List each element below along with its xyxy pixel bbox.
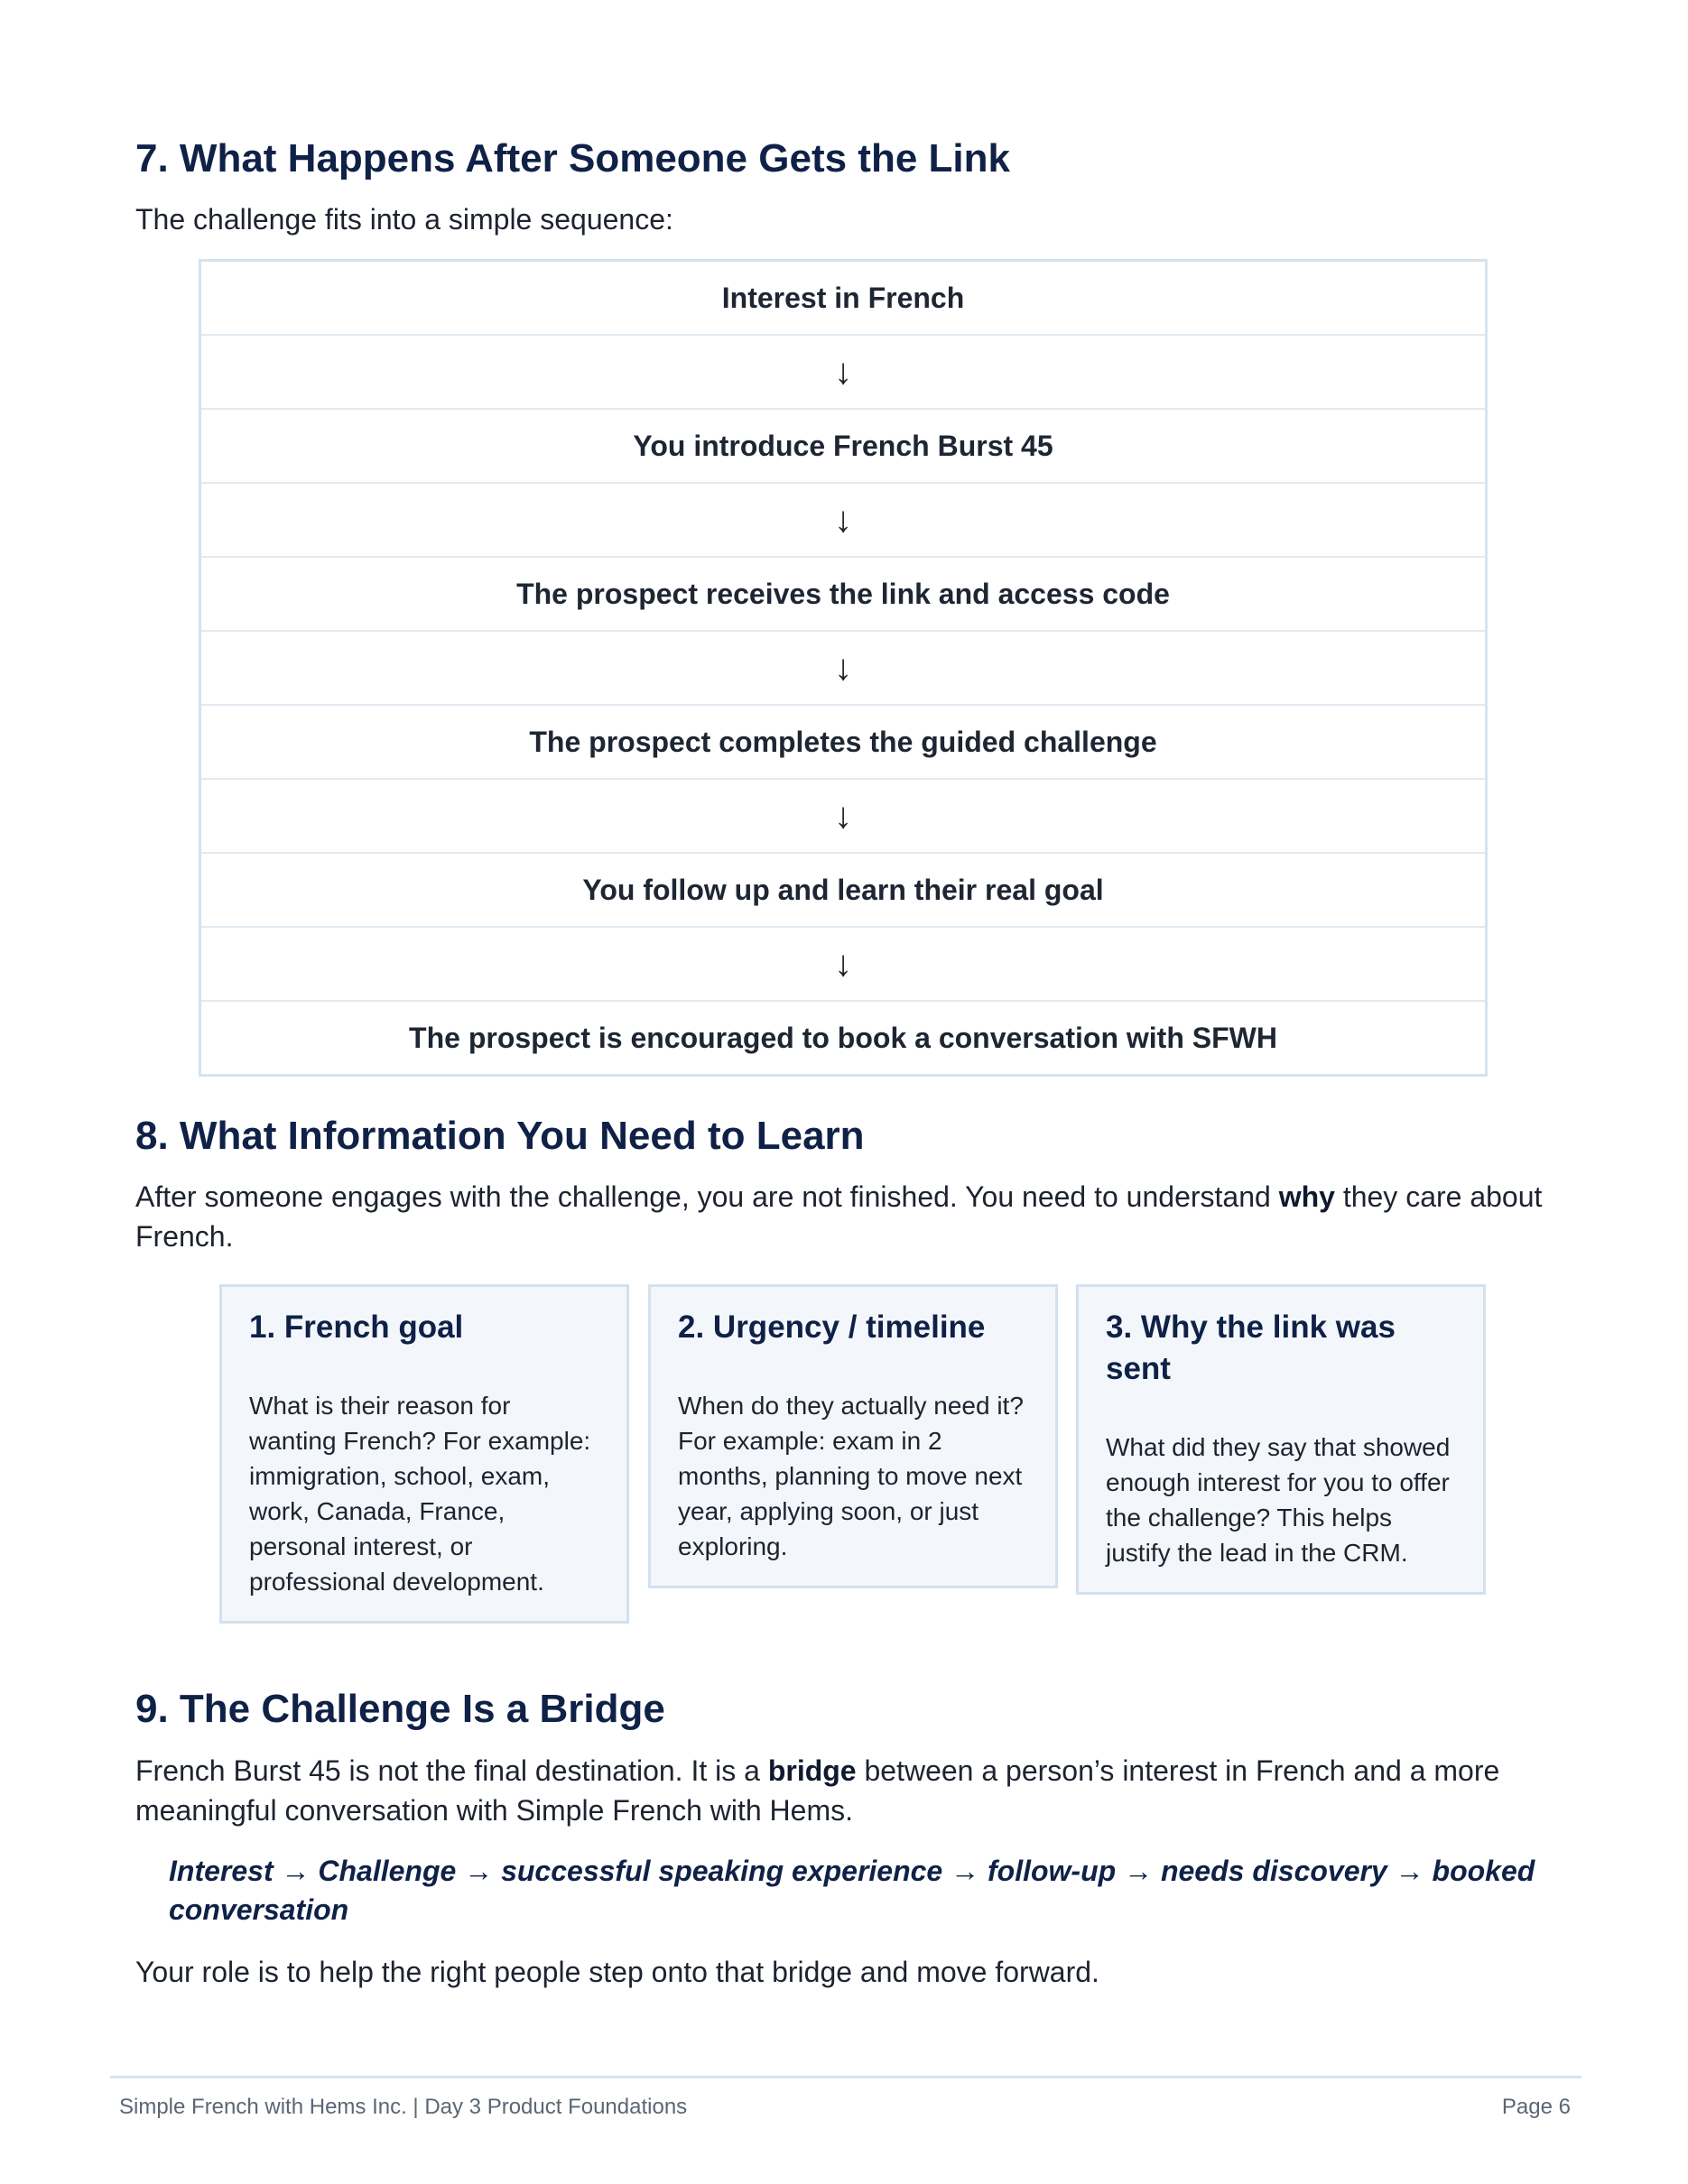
footer-title: Simple French with Hems Inc. | Day 3 Product Foundations [119, 2095, 688, 2119]
section-7-intro: The challenge fits into a simple sequence: [135, 203, 673, 236]
card-body: What did they say that showed enough interest for you to offer the challenge? This helps justify the lead in the CRM. [1106, 1433, 1451, 1567]
intro-emphasis: why [1278, 1180, 1335, 1213]
sequence-step: The prospect completes the guided challenge [201, 706, 1485, 780]
down-arrow-icon: ↓ [201, 484, 1485, 558]
card-title: 2. Urgency / timeline [678, 1309, 986, 1345]
card-body: When do they actually need it? For example: exam in 2 months, planning to move next year, applying soon, or just exploring. [678, 1392, 1024, 1560]
section-9-outro: Your role is to help the right people step onto that bridge and move forward. [135, 1956, 1099, 1988]
sequence-step: The prospect receives the link and access code [201, 558, 1485, 632]
card-why-link-sent [1076, 1284, 1486, 1595]
down-arrow-icon: ↓ [201, 632, 1485, 706]
intro-text: French Burst 45 is not the final destination. It is a [135, 1754, 768, 1787]
intro-text: between a person’s interest in French and a more meaningful conversation with Simple French with Hems. [135, 1754, 1500, 1827]
card-body: What is their reason for wanting French? For example: immigration, school, exam, work, Canada, France, personal interest, or professional development. [249, 1392, 591, 1596]
card-title: 1. French goal [249, 1309, 464, 1345]
sequence-step: Interest in French [201, 262, 1485, 336]
section-7-heading: 7. What Happens After Someone Gets the Link [135, 136, 1010, 180]
bridge-flow-quote: Interest → Challenge → successful speaking experience → follow-up → needs discovery → booked conversation [169, 1855, 1535, 1926]
down-arrow-icon: ↓ [201, 780, 1485, 854]
sequence-step: The prospect is encouraged to book a conversation with SFWH [409, 1021, 1277, 1054]
card-french-goal [219, 1284, 629, 1624]
sequence-table [199, 259, 1488, 1077]
sequence-step: You introduce French Burst 45 [201, 410, 1485, 484]
section-9-intro [135, 1751, 1544, 1830]
page-number: Page 6 [1501, 2095, 1571, 2119]
down-arrow-icon: ↓ [201, 928, 1485, 1002]
card-urgency-timeline [648, 1284, 1058, 1588]
section-9-heading: 9. The Challenge Is a Bridge [135, 1687, 665, 1731]
down-arrow-icon: ↓ [201, 336, 1485, 410]
footer-divider [110, 2076, 1581, 2078]
intro-text: they care about French. [135, 1180, 1543, 1253]
section-8-intro [135, 1177, 1544, 1256]
intro-emphasis: bridge [767, 1754, 857, 1787]
section-8-heading: 8. What Information You Need to Learn [135, 1114, 865, 1158]
intro-text: After someone engages with the challenge, you are not finished. You need to understand [135, 1180, 1279, 1213]
sequence-step: You follow up and learn their real goal [201, 854, 1485, 928]
card-title: 3. Why the link was sent [1106, 1309, 1396, 1386]
